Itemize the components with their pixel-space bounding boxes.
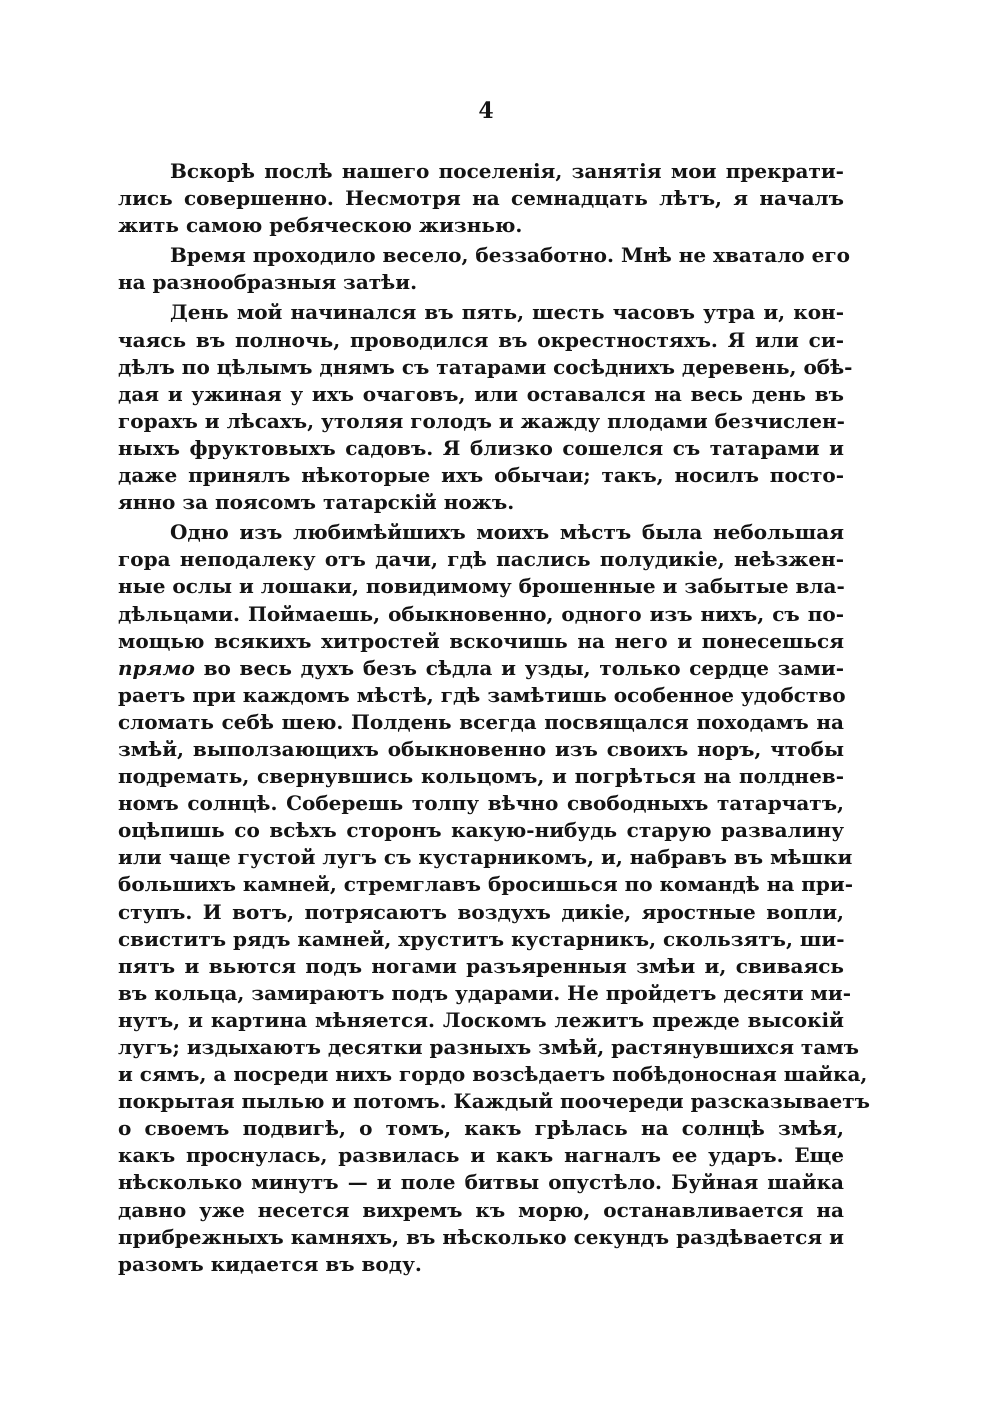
text-line: дая и ужиная у ихъ очаговъ, или оставался на весь день въ (118, 381, 844, 406)
text-line: раетъ при каждомъ мѣстѣ, гдѣ замѣтишь особенное удобство (118, 682, 846, 707)
text-line: гора неподалеку отъ дачи, гдѣ паслись полудикіе, неѣзжен- (118, 547, 844, 572)
page-number: 4 (478, 98, 494, 124)
text-line (118, 655, 844, 682)
text-line: большихъ камней, стремглавъ бросишься по командѣ на при- (118, 872, 854, 897)
text-line: ные ослы и лошаки, повидимому брошенные и забытые вла- (118, 574, 845, 599)
text-line: разомъ кидается въ воду. (118, 1251, 422, 1276)
text-line: Время проходило весело, беззаботно. Мнѣ не хватало его (170, 243, 850, 268)
text-line: прибрежныхъ камняхъ, въ нѣсколько секундъ раздѣвается и (118, 1224, 844, 1249)
text-line: номъ солнцѣ. Соберешь толпу вѣчно свободныхъ татарчатъ, (118, 791, 844, 816)
text-line: янно за поясомъ татарскій ножъ. (118, 490, 515, 515)
text-line: или чаще густой лугъ съ кустарникомъ, и, набравъ въ мѣшки (118, 845, 853, 870)
text-line: День мой начинался въ пять, шесть часовъ утра и, кон- (170, 300, 844, 325)
text-line: Вскорѣ послѣ нашего поселенія, занятія мои прекрати- (170, 159, 844, 183)
text-line: сломать себѣ шею. Полдень всегда посвящался походамъ на (118, 709, 844, 734)
text-line: о своемъ подвигѣ, о томъ, какъ грѣлась на солнцѣ змѣя, (118, 1116, 844, 1141)
text-line: и сямъ, а посреди нихъ гордо возсѣдаетъ побѣдоносная шайка, (118, 1062, 868, 1087)
text-line: подремать, свернувшись кольцомъ, и погрѣться на полднев- (118, 764, 844, 789)
text-line: горахъ и лѣсахъ, утоляя голодъ и жажду плодами безчислен- (118, 408, 845, 433)
text-line: чаясь въ полночь, проводился въ окрестностяхъ. Я или си- (118, 327, 844, 352)
text-line: ступъ. И вотъ, потрясаютъ воздухъ дикіе, яростные вопли, (118, 899, 844, 924)
text-line: дѣльцами. Поймаешь, обыкновенно, одного изъ нихъ, съ по- (118, 601, 844, 626)
text-line: даже принялъ нѣкоторые ихъ обычаи; такъ, носилъ посто- (118, 463, 844, 488)
text-line: нутъ, и картина мѣняется. Лоскомъ лежитъ прежде высокій (118, 1007, 844, 1032)
text-line: мощью всякихъ хитростей вскочишь на него и понесешься (118, 628, 844, 653)
line-text: во весь духъ безъ сѣдла и узды, только сердце зами- (203, 655, 845, 680)
text-line: Одно изъ любимѣйшихъ моихъ мѣстъ была небольшая (170, 520, 844, 545)
text-line: дѣлъ по цѣлымъ днямъ съ татарами сосѣднихъ деревень, обѣ- (118, 354, 853, 379)
text-line: въ кольца, замираютъ подъ ударами. Не пройдетъ десяти ми- (118, 980, 852, 1005)
text-line: какъ проснулась, развилась и какъ нагналъ ее ударъ. Еще (118, 1143, 844, 1168)
text-line: жить самою ребяческою жизнью. (118, 213, 523, 238)
text-line: на разнообразныя затѣи. (118, 270, 418, 295)
text-line: змѣй, выползающихъ обыкновенно изъ своихъ норъ, чтобы (118, 736, 844, 761)
text-line: нѣсколько минутъ — и поле битвы опустѣло. Буйная шайка (118, 1170, 844, 1195)
italic-word: прямо (118, 655, 195, 680)
text-line: покрытая пылью и потомъ. Каждый поочереди разсказываетъ (118, 1089, 870, 1114)
text-line: свиститъ рядъ камней, хруститъ кустарникъ, скользятъ, ши- (118, 926, 845, 951)
text-line: ныхъ фруктовыхъ садовъ. Я близко сошелся съ татарами и (118, 435, 844, 460)
text-line: давно уже несется вихремъ къ морю, останавливается на (118, 1197, 844, 1222)
body-text (118, 158, 870, 1278)
text-line: лись совершенно. Несмотря на семнадцать лѣтъ, я началъ (118, 186, 844, 211)
text-line: лугъ; издыхаютъ десятки разныхъ змѣй, растянувшихся тамъ (118, 1035, 859, 1059)
text-line: оцѣпишь со всѣхъ сторонъ какую-нибудь старую развалину (118, 818, 844, 843)
text-line: пятъ и вьются подъ ногами разъяренныя змѣи и, свиваясь (118, 953, 844, 978)
